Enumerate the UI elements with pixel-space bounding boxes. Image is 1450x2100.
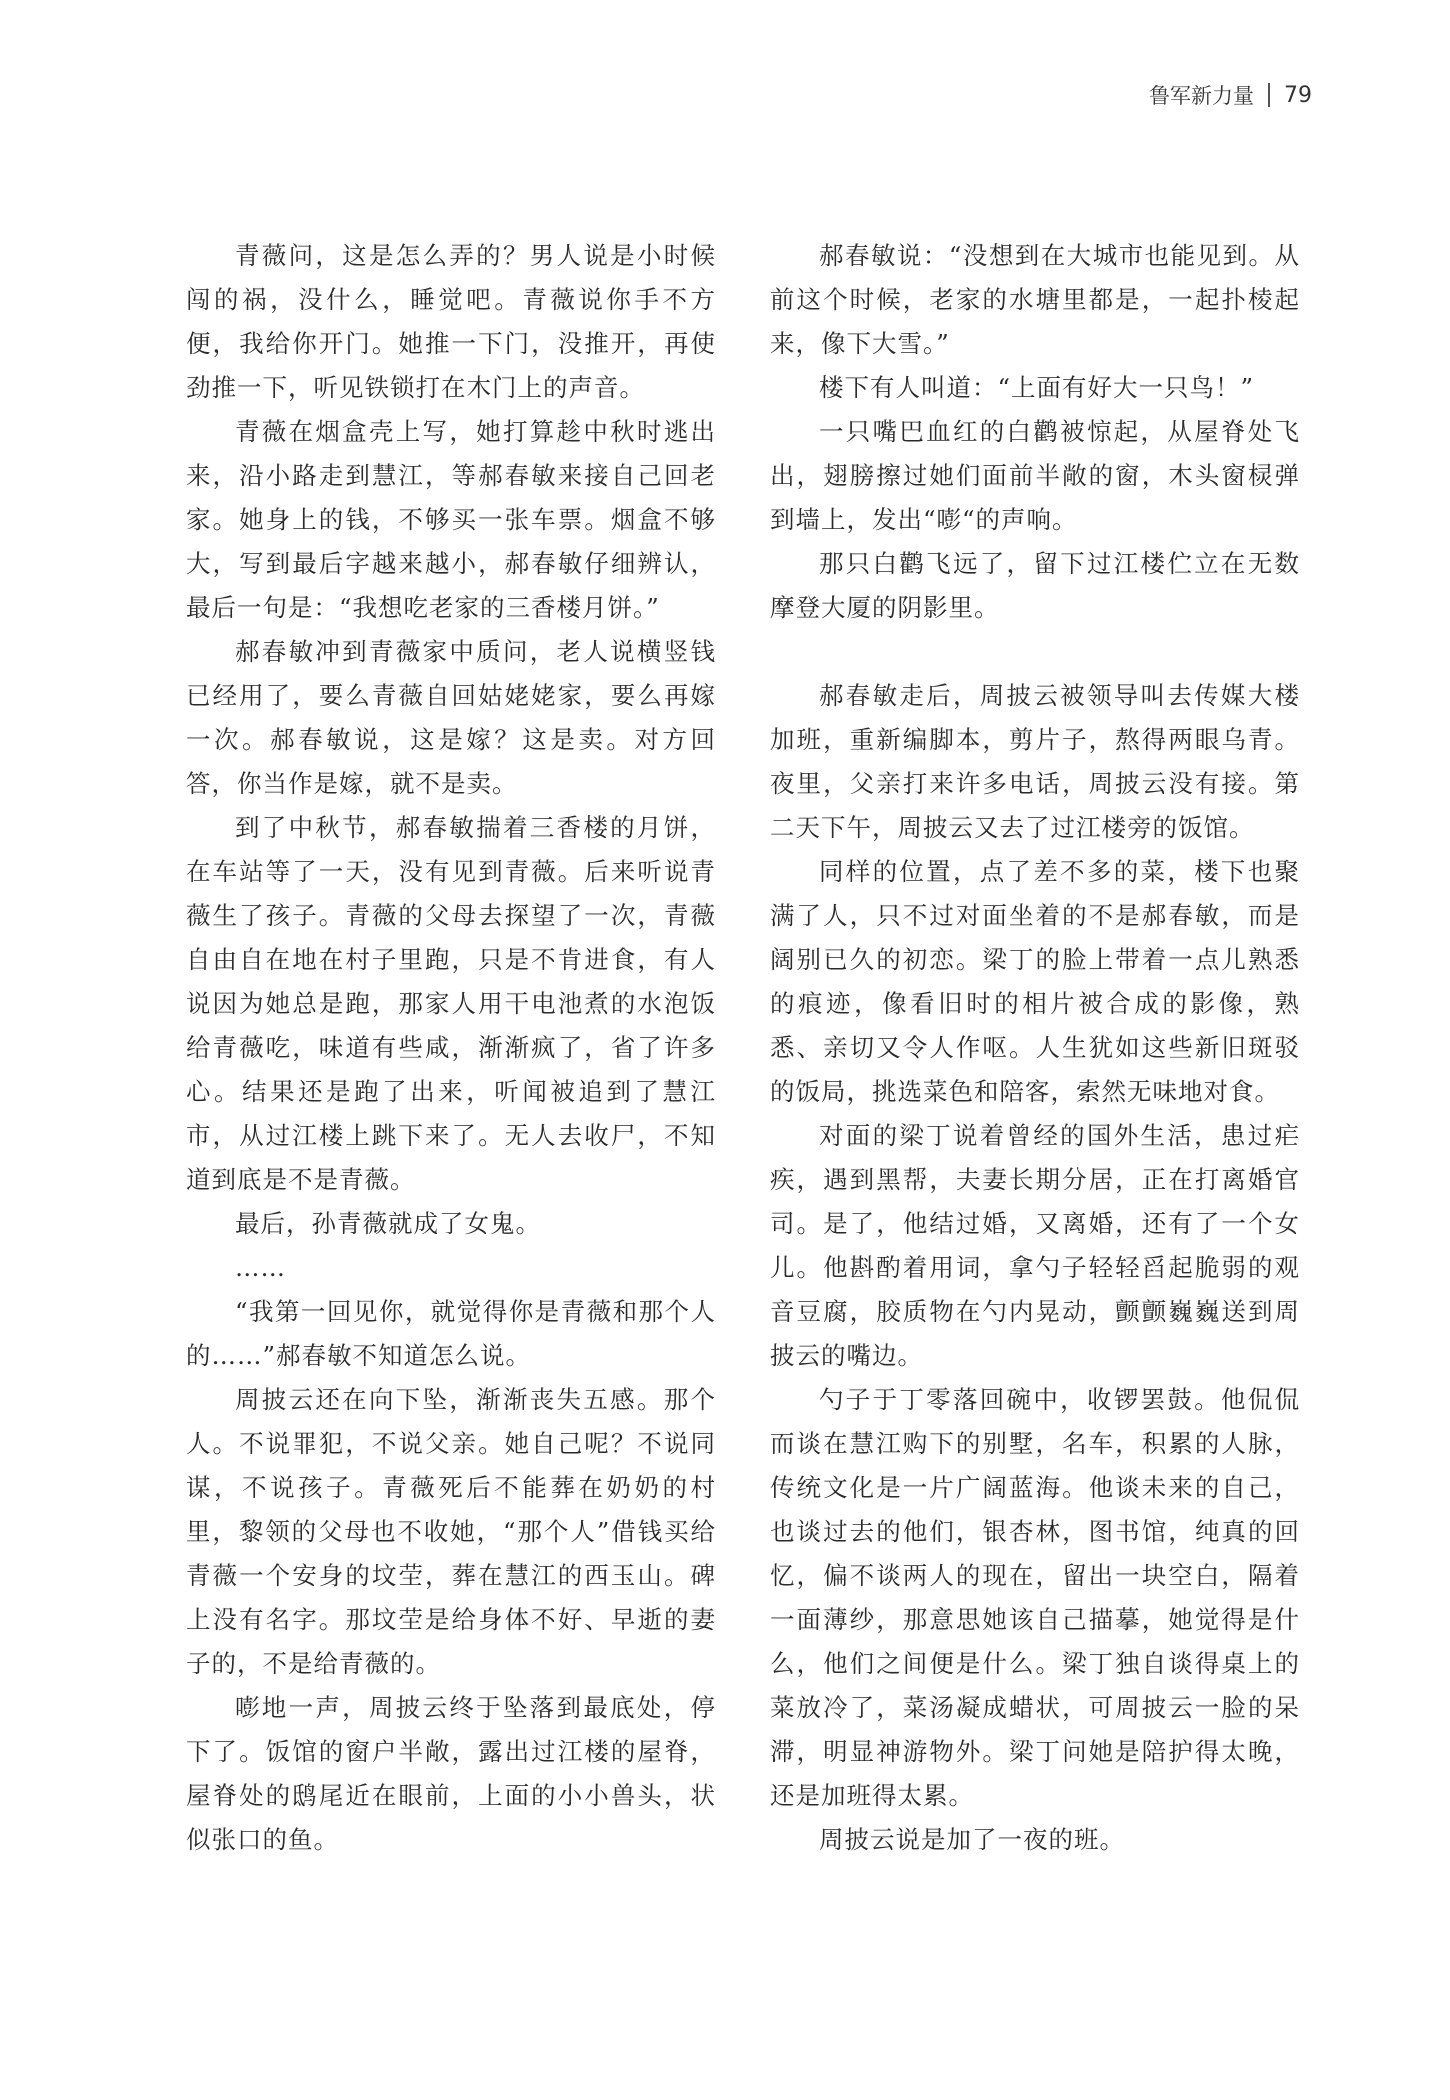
paragraph: 楼下有人叫道：“上面有好大一只鸟！” [819, 373, 1255, 402]
ellipsis-break: …… [235, 1253, 286, 1282]
paragraph: 那只白鹳飞远了，留下过江楼伫立在无数摩登大厦的阴影里。 [770, 549, 1300, 622]
running-header [1149, 80, 1312, 110]
paragraph: 青薇在烟盒壳上写，她打算趁中秋时逃出来，沿小路走到慧江，等郝春敏来接自己回老家。她身上的钱，不够买一张车票。烟盒不够大，写到最后字越来越小，郝春敏仔细辨认，最后一句是：“我想吃老家的三香楼月饼。” [186, 417, 716, 622]
paragraph: 同样的位置，点了差不多的菜，楼下也聚满了人，只不过对面坐着的不是郝春敏，而是阔别已久的初恋。梁丁的脸上带着一点儿熟悉的痕迹，像看旧时的相片被合成的影像，熟悉、亲切又令人作呕。人生犹如这些新旧斑驳的饭局，挑选菜色和陪客，索然无味地对食。 [770, 857, 1300, 1106]
section-break [770, 630, 1300, 674]
paragraph: 青薇问，这是怎么弄的？男人说是小时候闯的祸，没什么，睡觉吧。青薇说你手不方便，我给你开门。她推一下门，没推开，再使劲推一下，听见铁锁打在木门上的声音。 [186, 241, 716, 402]
paragraph: 周披云还在向下坠，渐渐丧失五感。那个人。不说罪犯，不说父亲。她自己呢？不说同谋，不说孩子。青薇死后不能葬在奶奶的村里，黎领的父母也不收她，“那个人”借钱买给青薇一个安身的坟茔，葬在慧江的西玉山。碑上没有名字。那坟茔是给身体不好、早逝的妻子的，不是给青薇的。 [186, 1385, 716, 1678]
right-column [770, 234, 1300, 1862]
left-column [186, 234, 716, 1862]
paragraph: 郝春敏说：“没想到在大城市也能见到。从前这个时候，老家的水塘里都是，一起扑棱起来，像下大雪。” [770, 241, 1300, 358]
paragraph: 最后，孙青薇就成了女鬼。 [235, 1209, 541, 1238]
paragraph: 对面的梁丁说着曾经的国外生活，患过疟疾，遇到黑帮，夫妻长期分居，正在打离婚官司。是了，他结过婚，又离婚，还有了一个女儿。他斟酌着用词，拿勺子轻轻舀起脆弱的观音豆腐，胶质物在勺内晃动，颤颤巍巍送到周披云的嘴边。 [770, 1121, 1300, 1370]
paragraph: 勺子于丁零落回碗中，收锣罢鼓。他侃侃而谈在慧江购下的别墅，名车，积累的人脉，传统文化是一片广阔蓝海。他谈未来的自己，也谈过去的他们，银杏林，图书馆，纯真的回忆，偏不谈两人的现在，留出一块空白，隔着一面薄纱，那意思她该自己描摹，她觉得是什么，他们之间便是什么。梁丁独自谈得桌上的菜放冷了，菜汤凝成蜡状，可周披云一脸的呆滞，明显神游物外。梁丁问她是陪护得太晚，还是加班得太累。 [770, 1385, 1300, 1810]
header-divider [1268, 83, 1270, 107]
paragraph: “我第一回见你，就觉得你是青薇和那个人的……”郝春敏不知道怎么说。 [186, 1297, 716, 1370]
paragraph: 到了中秋节，郝春敏揣着三香楼的月饼，在车站等了一天，没有见到青薇。后来听说青薇生了孩子。青薇的父母去探望了一次，青薇自由自在地在村子里跑，只是不肯进食，有人说因为她总是跑，那家人用干电池煮的水泡饭给青薇吃，味道有些咸，渐渐疯了，省了许多心。结果还是跑了出来，听闻被追到了慧江市，从过江楼上跳下来了。无人去收尸，不知道到底是不是青薇。 [186, 813, 716, 1194]
paragraph: 嘭地一声，周披云终于坠落到最底处，停下了。饭馆的窗户半敞，露出过江楼的屋脊，屋脊处的鸱尾近在眼前，上面的小小兽头，状似张口的鱼。 [186, 1693, 716, 1854]
paragraph: 郝春敏冲到青薇家中质问，老人说横竖钱已经用了，要么青薇自回姑姥姥家，要么再嫁一次。郝春敏说，这是嫁？这是卖。对方回答，你当作是嫁，就不是卖。 [186, 637, 716, 798]
section-title: 鲁军新力量 [1149, 84, 1254, 108]
paragraph: 一只嘴巴血红的白鹳被惊起，从屋脊处飞出，翅膀擦过她们面前半敞的窗，木头窗棂弹到墙上，发出“嘭“的声响。 [770, 417, 1300, 534]
page-number: 79 [1284, 82, 1312, 108]
paragraph: 周披云说是加了一夜的班。 [819, 1825, 1125, 1854]
paragraph: 郝春敏走后，周披云被领导叫去传媒大楼加班，重新编脚本，剪片子，熬得两眼乌青。夜里，父亲打来许多电话，周披云没有接。第二天下午，周披云又去了过江楼旁的饭馆。 [770, 681, 1300, 842]
